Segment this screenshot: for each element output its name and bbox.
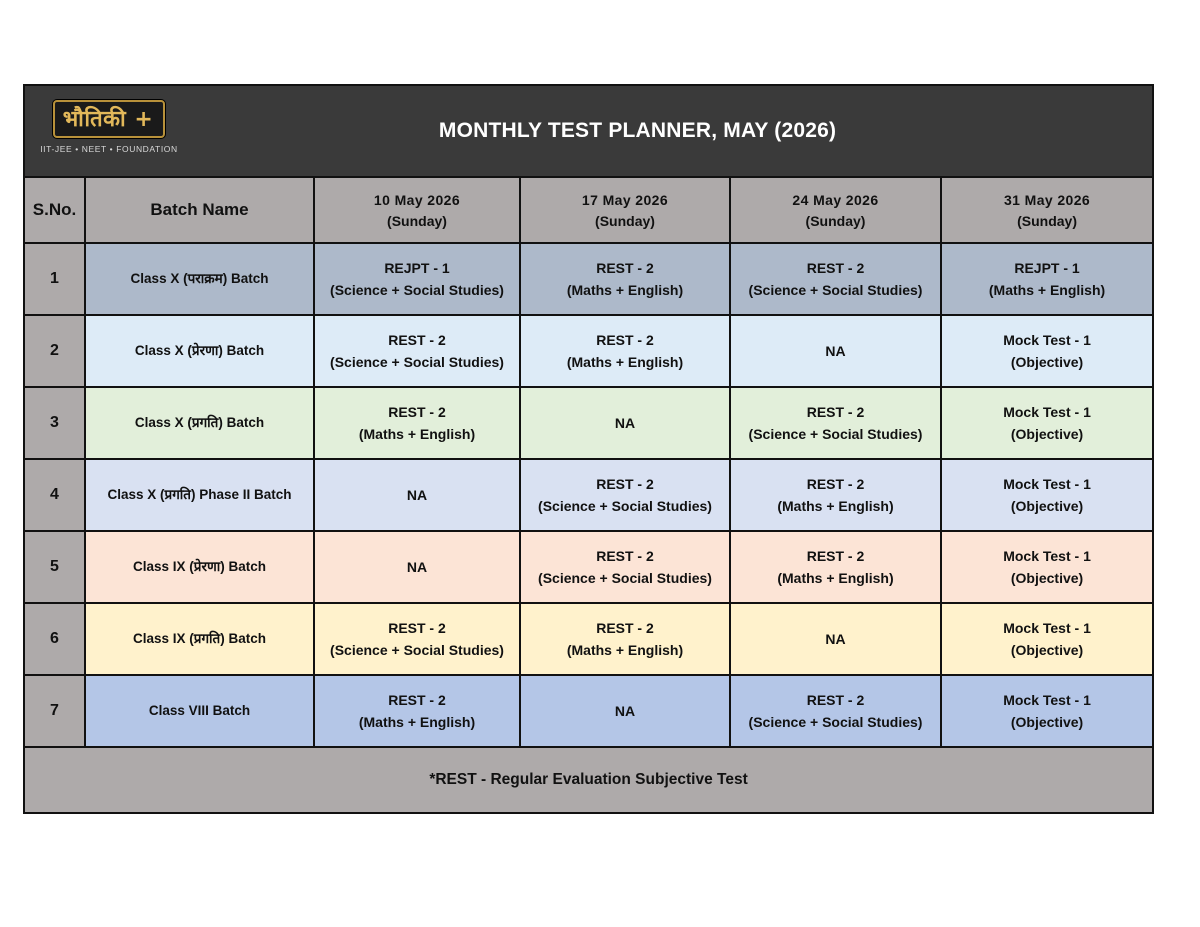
- test-subjects: (Maths + English): [777, 570, 894, 586]
- test-subjects: (Objective): [1010, 354, 1084, 370]
- test-cell: [730, 315, 941, 387]
- logo-tagline: IIT-JEE • NEET • FOUNDATION: [40, 144, 178, 154]
- table-row: [24, 603, 1153, 675]
- test-subjects: (Objective): [1010, 714, 1084, 730]
- footnote: *REST - Regular Evaluation Subjective Test: [24, 747, 1153, 813]
- row-batch-name: Class IX (प्रेरणा) Batch: [85, 531, 314, 603]
- test-name: Mock Test - 1: [1003, 620, 1091, 636]
- logo-brand-text: भौतिकी +: [62, 107, 154, 132]
- test-subjects: (Objective): [1010, 642, 1084, 658]
- row-serial-number: 7: [24, 675, 85, 747]
- test-cell: [730, 531, 941, 603]
- header-day-label: (Sunday): [387, 212, 447, 229]
- test-cell: [730, 243, 941, 315]
- test-subjects: (Maths + English): [358, 714, 476, 730]
- table-row: [24, 387, 1153, 459]
- test-subjects: (Science + Social Studies): [330, 282, 504, 298]
- test-subjects: (Science + Social Studies): [748, 714, 923, 730]
- test-subjects: (Science + Social Studies): [538, 498, 712, 514]
- test-cell: [314, 315, 520, 387]
- test-cell: [730, 459, 941, 531]
- test-subjects: (Objective): [1010, 570, 1084, 586]
- header-day-label: (Sunday): [805, 212, 866, 229]
- test-cell: [520, 315, 730, 387]
- test-name: Mock Test - 1: [1003, 332, 1091, 348]
- header-date-4: [941, 177, 1153, 243]
- title-row: [24, 85, 1153, 177]
- test-cell: [520, 387, 730, 459]
- row-serial-number: 5: [24, 531, 85, 603]
- test-cell: [314, 243, 520, 315]
- test-cell: [941, 675, 1153, 747]
- row-serial-number: 4: [24, 459, 85, 531]
- test-name: Mock Test - 1: [1003, 476, 1091, 492]
- header-row: [24, 177, 1153, 243]
- row-batch-name: Class X (प्रेरणा) Batch: [85, 315, 314, 387]
- test-cell: [520, 243, 730, 315]
- test-subjects: (Maths + English): [566, 282, 684, 298]
- table-row: [24, 315, 1153, 387]
- test-name: REST - 2: [388, 692, 446, 708]
- test-name: REST - 2: [596, 620, 654, 636]
- test-cell: [941, 315, 1153, 387]
- test-subjects: (Science + Social Studies): [748, 426, 923, 442]
- test-cell: [520, 459, 730, 531]
- table-row: [24, 243, 1153, 315]
- table-row: [24, 531, 1153, 603]
- header-batch-name: Batch Name: [85, 177, 314, 243]
- test-name: NA: [614, 415, 636, 431]
- test-subjects: (Maths + English): [988, 282, 1106, 298]
- test-name: REST - 2: [596, 260, 654, 276]
- test-cell: [941, 531, 1153, 603]
- test-cell: [941, 459, 1153, 531]
- test-name: REST - 2: [806, 260, 865, 276]
- header-day-label: (Sunday): [1017, 212, 1077, 229]
- test-cell: [314, 675, 520, 747]
- test-name: REST - 2: [806, 548, 865, 564]
- header-day-label: (Sunday): [595, 212, 655, 229]
- test-subjects: (Maths + English): [566, 642, 684, 658]
- page-title: MONTHLY TEST PLANNER, MAY (2026): [438, 119, 837, 142]
- row-serial-number: 6: [24, 603, 85, 675]
- row-batch-name: Class X (प्रगति) Batch: [85, 387, 314, 459]
- row-batch-name: Class X (प्रगति) Phase II Batch: [85, 459, 314, 531]
- test-subjects: (Maths + English): [777, 498, 894, 514]
- table-row: [24, 459, 1153, 531]
- row-batch-name: Class IX (प्रगति) Batch: [85, 603, 314, 675]
- test-cell: [314, 459, 520, 531]
- header-date-label: 24 May 2026: [792, 191, 879, 208]
- test-cell: [730, 603, 941, 675]
- test-subjects: (Maths + English): [358, 426, 476, 442]
- brand-logo: [39, 100, 179, 154]
- header-date-label: 31 May 2026: [1003, 191, 1091, 208]
- test-name: NA: [825, 343, 846, 359]
- test-name: REST - 2: [806, 692, 865, 708]
- test-name: REST - 2: [388, 404, 446, 420]
- row-batch-name: Class VIII Batch: [85, 675, 314, 747]
- test-subjects: (Objective): [1010, 498, 1084, 514]
- test-cell: [314, 387, 520, 459]
- row-batch-name: Class X (पराक्रम) Batch: [85, 243, 314, 315]
- test-cell: [730, 387, 941, 459]
- test-cell: [314, 603, 520, 675]
- logo-badge: [53, 100, 166, 138]
- test-name: Mock Test - 1: [1003, 692, 1091, 708]
- row-serial-number: 2: [24, 315, 85, 387]
- test-name: NA: [406, 487, 428, 503]
- test-cell: [730, 675, 941, 747]
- test-cell: [520, 675, 730, 747]
- test-subjects: (Science + Social Studies): [538, 570, 712, 586]
- title-cell: [24, 85, 1153, 177]
- footnote-row: [24, 747, 1153, 813]
- test-subjects: (Science + Social Studies): [330, 354, 504, 370]
- header-date-3: [730, 177, 941, 243]
- table-row: [24, 675, 1153, 747]
- header-date-label: 17 May 2026: [581, 191, 669, 208]
- header-sno: S.No.: [24, 177, 85, 243]
- test-cell: [941, 243, 1153, 315]
- row-serial-number: 3: [24, 387, 85, 459]
- test-subjects: (Science + Social Studies): [748, 282, 923, 298]
- test-cell: [520, 603, 730, 675]
- test-name: REJPT - 1: [384, 260, 450, 276]
- test-name: Mock Test - 1: [1003, 548, 1091, 564]
- test-name: REST - 2: [596, 332, 654, 348]
- header-date-2: [520, 177, 730, 243]
- test-name: Mock Test - 1: [1003, 404, 1091, 420]
- header-date-1: [314, 177, 520, 243]
- test-subjects: (Science + Social Studies): [330, 642, 504, 658]
- test-name: REST - 2: [806, 404, 865, 420]
- test-name: REST - 2: [596, 476, 654, 492]
- row-serial-number: 1: [24, 243, 85, 315]
- test-subjects: (Objective): [1010, 426, 1084, 442]
- test-name: NA: [825, 631, 846, 647]
- test-name: REJPT - 1: [1014, 260, 1080, 276]
- test-name: NA: [406, 559, 428, 575]
- test-name: REST - 2: [806, 476, 865, 492]
- test-cell: [941, 387, 1153, 459]
- header-date-label: 10 May 2026: [373, 191, 461, 208]
- test-name: REST - 2: [388, 332, 446, 348]
- test-name: REST - 2: [596, 548, 654, 564]
- test-subjects: (Maths + English): [566, 354, 684, 370]
- test-cell: [520, 531, 730, 603]
- test-cell: [314, 531, 520, 603]
- test-cell: [941, 603, 1153, 675]
- test-name: REST - 2: [388, 620, 446, 636]
- test-name: NA: [614, 703, 636, 719]
- test-planner-table: [23, 84, 1154, 814]
